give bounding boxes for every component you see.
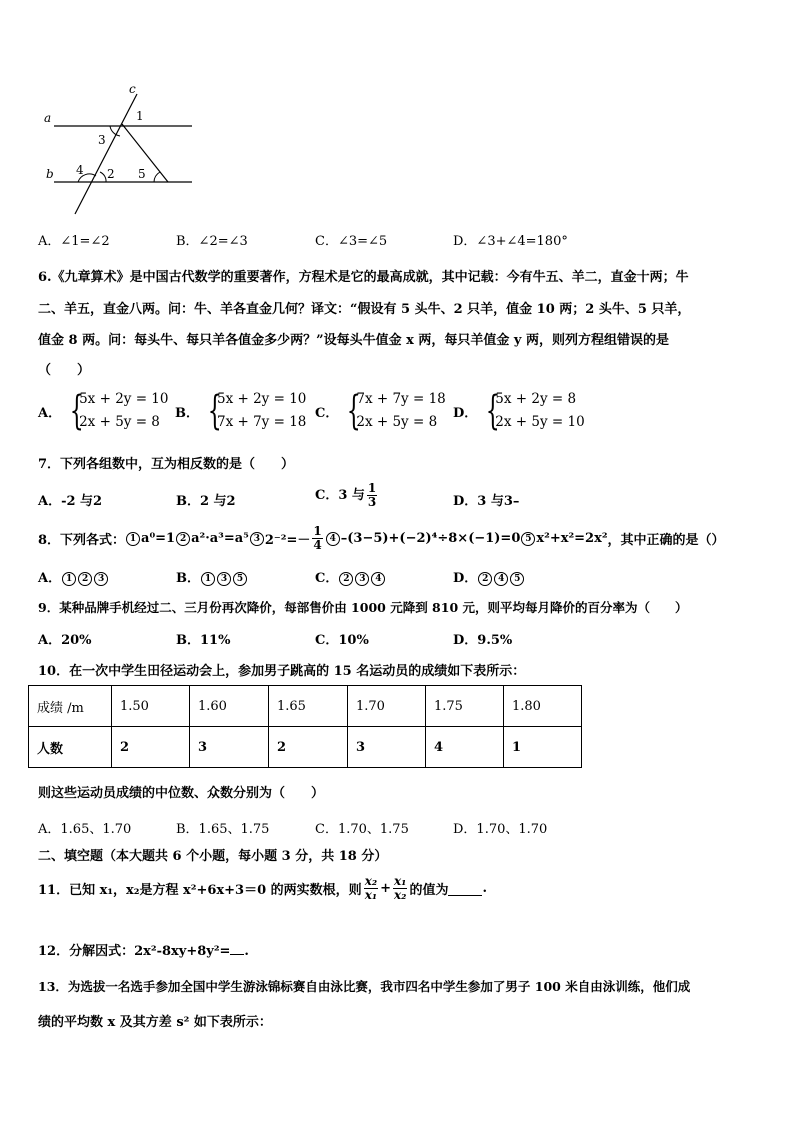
q11-stem xyxy=(38,875,487,902)
q7-option-c-fraction xyxy=(367,482,377,509)
q6-option-c-eq2: 2x + 5y = 8 xyxy=(356,414,438,430)
answer-blank[interactable] xyxy=(448,881,482,896)
q5-option-a[interactable]: A．∠1=∠2 xyxy=(38,234,110,249)
q9-stem: 9．某种品牌手机经过二、三月份再次降价，每部售价由 1000 元降到 810 元，则平均每月降价的百分率为（ ） xyxy=(38,600,688,615)
q10-option-a[interactable]: A．1.65、1.70 xyxy=(38,822,132,837)
q10-question: 则这些运动员成绩的中位数、众数分别为（ ） xyxy=(38,786,325,801)
circled-number-3: 3 xyxy=(250,532,264,546)
table-header-cell: 人数 xyxy=(29,727,112,768)
q5-option-d[interactable]: D．∠3+∠4=180° xyxy=(453,234,568,249)
table-cell: 2 xyxy=(269,727,348,768)
q7-option-c[interactable] xyxy=(315,482,379,509)
q8-item-5: x²+x²=2x² xyxy=(536,531,608,546)
fraction-numerator: 1 xyxy=(313,524,322,538)
q6-line-3: 值金 8 两。问：每头牛、每只羊各值金多少两？”设每头牛值金 x 两，每只羊值金 y 两，则列方程组错误的是 xyxy=(38,333,669,348)
q9-option-a[interactable]: A．20% xyxy=(38,633,92,648)
q8-option-a[interactable] xyxy=(38,567,109,586)
table-cell: 1.50 xyxy=(112,686,190,727)
table-row xyxy=(29,686,582,727)
circled-number: 3 xyxy=(217,572,231,586)
q8-option-a-label: A． xyxy=(38,571,62,586)
q6-option-a-label: A． xyxy=(38,405,62,421)
q8-fraction xyxy=(312,525,322,552)
q11-fraction-1 xyxy=(364,875,378,902)
q8-item-2: a²·a³=a⁵ xyxy=(191,531,249,546)
circled-number: 3 xyxy=(355,572,369,586)
table-cell: 1.60 xyxy=(190,686,269,727)
angle-arc-5 xyxy=(154,172,160,182)
label-a: a xyxy=(44,111,52,125)
q7-option-a[interactable]: A．-2 与2 xyxy=(38,494,103,509)
q5-options xyxy=(38,230,778,250)
circled-number: 2 xyxy=(78,572,92,586)
q8-item-4: –(3−5)+(−2)⁴÷8×(−1)=0 xyxy=(340,531,521,546)
q6-option-c[interactable] xyxy=(315,388,446,434)
q6-option-b-eq1: 5x + 2y = 10 xyxy=(217,391,307,407)
q6-option-b[interactable] xyxy=(175,388,306,434)
q11-plus: + xyxy=(380,881,392,896)
q9-option-b[interactable]: B．11% xyxy=(176,633,231,648)
q5-option-b[interactable]: B．∠2=∠3 xyxy=(176,234,248,249)
q8-item-3: 2⁻²=－ xyxy=(264,533,311,548)
brace-icon: { xyxy=(207,388,222,434)
q8-stem xyxy=(38,525,725,552)
q8-item-1: a⁰=1 xyxy=(141,531,176,546)
circled-number-5: 5 xyxy=(521,532,535,546)
table-cell: 1.75 xyxy=(426,686,504,727)
q12-stem xyxy=(38,940,249,959)
fraction-denominator: 4 xyxy=(313,538,322,552)
q6-option-c-label: C． xyxy=(315,405,339,421)
table-cell: 1 xyxy=(504,727,582,768)
brace-icon: { xyxy=(347,388,362,434)
q6-line-4: （ ） xyxy=(38,363,91,378)
label-angle-2: 2 xyxy=(107,167,115,181)
q10-option-d[interactable]: D．1.70、1.70 xyxy=(453,822,548,837)
table-row xyxy=(29,727,582,768)
table-cell: 4 xyxy=(426,727,504,768)
table-cell: 3 xyxy=(348,727,426,768)
q6-option-a-eq2: 2x + 5y = 8 xyxy=(79,414,160,430)
circled-number: 2 xyxy=(478,572,492,586)
q12-end: . xyxy=(244,944,249,959)
answer-blank[interactable] xyxy=(230,942,244,955)
parallel-lines-figure xyxy=(40,80,210,220)
label-c: c xyxy=(129,82,136,96)
q8-option-c-label: C． xyxy=(315,571,339,586)
fraction-numerator: 1 xyxy=(367,481,377,495)
q6-option-b-label: B． xyxy=(175,405,199,421)
q13-line-2: 绩的平均数 x 及其方差 s² 如下表所示： xyxy=(38,1015,272,1030)
q12-text: 12．分解因式：2x²-8xy+8y²= xyxy=(38,944,231,959)
q9-options xyxy=(38,629,778,649)
q11-suffix: 的值为 xyxy=(409,883,449,898)
circled-number: 4 xyxy=(371,572,385,586)
label-b: b xyxy=(46,167,54,181)
label-angle-3: 3 xyxy=(98,133,106,147)
circled-number-4: 4 xyxy=(326,532,340,546)
q6-option-a-eq1: 5x + 2y = 10 xyxy=(79,391,169,407)
q8-prefix: 8．下列各式： xyxy=(38,533,126,548)
q6-option-d-eq2: 2x + 5y = 10 xyxy=(495,414,585,430)
circled-number: 1 xyxy=(62,572,76,586)
q6-option-d-eq1: 5x + 2y = 8 xyxy=(495,391,577,407)
q8-options xyxy=(38,567,778,587)
q8-option-c[interactable] xyxy=(315,567,386,586)
fraction-numerator: x₁ xyxy=(394,874,407,888)
circled-number: 2 xyxy=(339,572,353,586)
table-cell: 1.80 xyxy=(504,686,582,727)
q10-stem: 10．在一次中学生田径运动会上，参加男子跳高的 15 名运动员的成绩如下表所示： xyxy=(38,664,526,679)
q8-option-b[interactable] xyxy=(176,567,248,586)
scores-table xyxy=(28,685,582,768)
q10-options xyxy=(38,818,778,838)
section-heading: 二、填空题（本大题共 6 个小题，每小题 3 分，共 18 分） xyxy=(38,849,388,864)
angle-arc-2 xyxy=(100,172,106,182)
table-cell: 2 xyxy=(112,727,190,768)
q9-option-c[interactable]: C．10% xyxy=(315,633,369,648)
q7-stem: 7．下列各组数中，互为相反数的是（ ） xyxy=(38,457,295,472)
q13-line-1: 13．为选拔一名选手参加全国中学生游泳锦标赛自由泳比赛，我市四名中学生参加了男子 100 米自由泳训练，他们成 xyxy=(38,979,691,994)
q6-line-2: 二、羊五，直金八两。问：牛、羊各直金几何？译文：“假设有 5 头牛、2 只羊，值金 10 两；2 头牛、5 只羊， xyxy=(38,302,691,317)
q7-option-c-text: C．3 与 xyxy=(315,488,365,503)
circled-number: 3 xyxy=(94,572,108,586)
fraction-denominator: x₁ xyxy=(364,888,378,902)
q10-option-c[interactable]: C．1.70、1.75 xyxy=(315,822,409,837)
circled-number-2: 2 xyxy=(176,532,190,546)
q6-option-d-label: D． xyxy=(453,405,478,421)
table-cell: 1.70 xyxy=(348,686,426,727)
q8-option-d-label: D． xyxy=(453,571,478,586)
q6-line-1: 6.《九章算术》是中国古代数学的重要著作，方程术是它的最高成就，其中记载：今有牛五、羊二，直金十两；牛 xyxy=(38,270,689,285)
label-angle-4: 4 xyxy=(76,163,84,177)
circled-number: 5 xyxy=(510,572,524,586)
circled-number: 4 xyxy=(494,572,508,586)
q7-options xyxy=(38,482,778,510)
table-cell: 3 xyxy=(190,727,269,768)
q6-option-a[interactable] xyxy=(38,388,168,434)
q6-option-c-eq1: 7x + 7y = 18 xyxy=(356,391,446,407)
circled-number: 5 xyxy=(233,572,247,586)
fraction-denominator: x₂ xyxy=(394,888,407,902)
brace-icon: { xyxy=(485,388,500,434)
q7-option-d[interactable]: D．3 与3– xyxy=(453,494,520,509)
q6-option-d[interactable] xyxy=(453,388,585,434)
q9-option-d[interactable]: D．9.5% xyxy=(453,633,513,648)
q10-option-b[interactable]: B．1.65、1.75 xyxy=(176,822,270,837)
q11-fraction-2 xyxy=(393,875,407,902)
line-c xyxy=(75,94,137,214)
q6-option-b-eq2: 7x + 7y = 18 xyxy=(217,414,307,430)
q11-end: . xyxy=(482,881,487,896)
q7-option-b[interactable]: B．2 与2 xyxy=(176,494,236,509)
label-angle-1: 1 xyxy=(136,109,144,123)
brace-icon: { xyxy=(69,388,84,434)
fraction-numerator: x₂ xyxy=(364,874,378,888)
table-cell: 1.65 xyxy=(269,686,348,727)
circled-number-1: 1 xyxy=(126,532,140,546)
q8-option-b-label: B． xyxy=(176,571,200,586)
label-angle-5: 5 xyxy=(138,167,146,181)
q5-option-c[interactable]: C．∠3=∠5 xyxy=(315,234,388,249)
q8-suffix: ，其中正确的是（） xyxy=(607,533,725,548)
fraction-denominator: 3 xyxy=(367,495,377,509)
q8-option-d[interactable] xyxy=(453,567,525,586)
table-header-cell: 成绩 /m xyxy=(29,686,112,727)
q11-prefix: 11．已知 x₁，x₂是方程 x²+6x+3＝0 的两实数根，则 xyxy=(38,883,362,898)
circled-number: 1 xyxy=(201,572,215,586)
